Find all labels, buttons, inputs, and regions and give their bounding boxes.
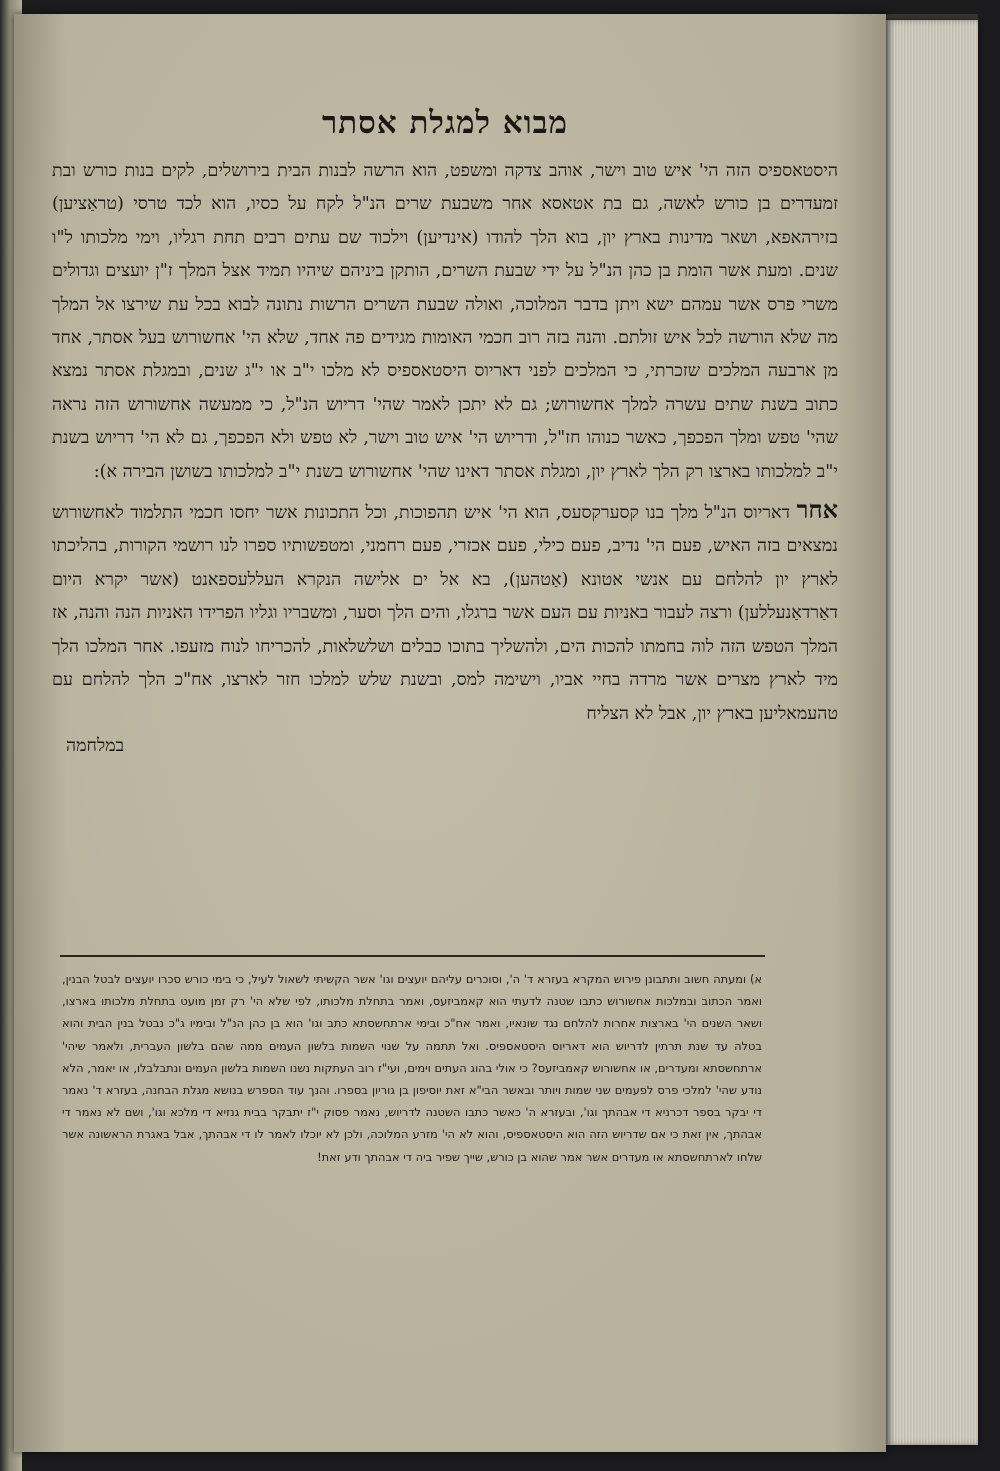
paragraph-2-text: דאריוס הנ"ל מלך בנו קסערקסעס, הוא הי' איש תהפוכות, וכל התכונות אשר יחסו חכמי התלמוד לאחשורוש נמצאים בזה האיש, פעם הי' נדיב, פעם כילי, פעם אכזרי, פעם רחמני, ומטפשותיו ספרו לנו רושמי הקורות, בהליכתו לארץ יון להלחם עם אנשי אטונא (אַטהען), בא אל ים אלישה הנקרא העללעספאנט (אשר יקרא היום דאַרדאַנעללען) ורצה לעבור באניות עם העם אשר ברגלו, והים הלך וסער, ומשבריו וגליו הפרידו האניות הנה והנה, אז המלך הטפש הזה לוה בחמתו להכות הים, ולהשליך בתוכו כבלים ושלשלאות, להכריחו לנוח מזעפו. אחר המלכו הלך מיד לארץ מצרים אשר מרדה בחיי אביו, וישימה למס, ובשנת שלש למלכו חזר לארצו, אח"כ הלך להלחם עם טהעמאליען בארץ יון, אבל לא הצליח: [52, 503, 838, 724]
paragraph-2-lead-word: אחר: [796, 495, 839, 525]
paragraph-2: [52, 493, 838, 731]
paragraph-1-text: היסטאספיס הזה הי' איש טוב וישר, אוהב צדקה ומשפט, הוא הרשה לבנות הבית בירושלים, לקים בנות כורש ובת זמעדרים בן כורש לאשה, גם בת אטאסא אחר משבעת שרים הנ"ל לקח על כסיו, הוא לכד טרסי (טראַציען) בזירהאפא, ושאר מדינות בארץ יון, בוא הלך להודו (אינדיען) וילכוד שם עתים רבים תחת רגליו, וימי מלכותו ל"ו שנים. ומעת אשר הומת בן כהן הנ"ל על ידי שבעת השרים, הותקן ביניהם שיהיו תמיד אצל המלך ז"ן יועצים וגדולים משרי פרס אשר עמהם ישא ויתן בדבר המלוכה, ואולה שבעת השרים הרשות נתונה לבוא בכל עת שירצו אל המלך מה שלא הורשה לכל איש זולתם. והנה בזה רוב חכמי האומות מגידים פה אחד, שלא הי' אחשורוש בעל אסתר, אחד מן ארבעה המלכים שזכרתי, כי המלכים לפני דאריוס היסטאספיס לא מלכו י"ב או י"ג שנים, ובמגלת אסתר נמצא כתוב בשנת שתים עשרה למלך אחשורוש; גם לא יתכן לאמר שהי' דריוש הנ"ל, כי ממעשה אחשורוש הזה נראה שהי' טפש ומלך הפכפך, כאשר כנוהו חז"ל, ודריוש הי' איש טוב וישר, לא טפש ולא הפכפך, גם לא הי' דריוש בשנת י"ב למלכותו בארצו רק הלך לארץ יון, ומגלת אסתר דאינו שהי' אחשורוש בשנת י"ב למלכותו בשושן הבירה א):: [52, 161, 838, 482]
paragraph-1: [52, 155, 838, 489]
catchword: במלחמה: [66, 735, 125, 756]
page-title: מבוא למגלת אסתר: [322, 105, 568, 141]
catchword-line: [52, 731, 838, 761]
footnote-separator-rule: [60, 955, 765, 957]
page-text: [52, 105, 838, 761]
footnote: א) ומעתה חשוב ותתבונן פירוש המקרא בעזרא ד' ה', וסוכרים עליהם יועצים וגו' אשר הקשיתי לשאול לעיל, כי בימי כורש סכרו יועצים לבטל הבנין, ואמר הכתוב ובמלכות אחשורוש כתבו שטנה לדעתי הוא קאמביזעס, ואמר בתחלת מלכותו, לפי שלא הי' רק זמן מועט בתחלת מלכותו בארצו, ושאר השנים הי' בארצות אחרות להלחם נגד שונאיו, ואמר אח"כ ובימי ארתחשסתא כתב וגו' הוא בן כהן הנ"ל ובימיו ג"כ נבטל בנין הבית והוא בטלה עד שנת תרתין לדריוש הוא דאריוס היסטאספיס. ואל תתמה על שנוי השמות בלשון העמים ממה שהם בלשון העברית, ולאמר שיהי' ארתחשסתא ומעדרים, או אחשורוש קאמביזעס? כי אולי בהוג העתים וימים, ועי"ז רוב העתקות נשנו השמות בלשון העמים ונתבלבלו, או יאמר, הלא נודע שהי' למלכי פרס לפעמים שני שמות ויותר ובאשר הבי"א זאת יוסיפון בן גוריון בספרו. והנך עוד הספרש בנושא מגלת הבחנה, בעזרא ד' נאמר די יבקר בספר דכרניא די אבהתך וגו', ובעזרא ה' כאשר כתבו השטנה לדריוש, נאמר פסוק י"ז יתבקר בבית גנזיא די מלכא וגו', ושם לא נאמר די אבהתך, אין זאת כי אם שדריוש הזה הוא היסטאספיס, והוא לא הי' מזרע המלוכה, ולכן לא יוכלו לאמר לו די אבהתך, אבל באגרת הראשונה אשר שלחו לארתחשסתא או מעדרים אשר אמר שהוא בן כורש, שייך שפיר ביה די אבהתך ודע זאת!: [62, 972, 762, 1164]
page-block-edges: [886, 20, 978, 1445]
